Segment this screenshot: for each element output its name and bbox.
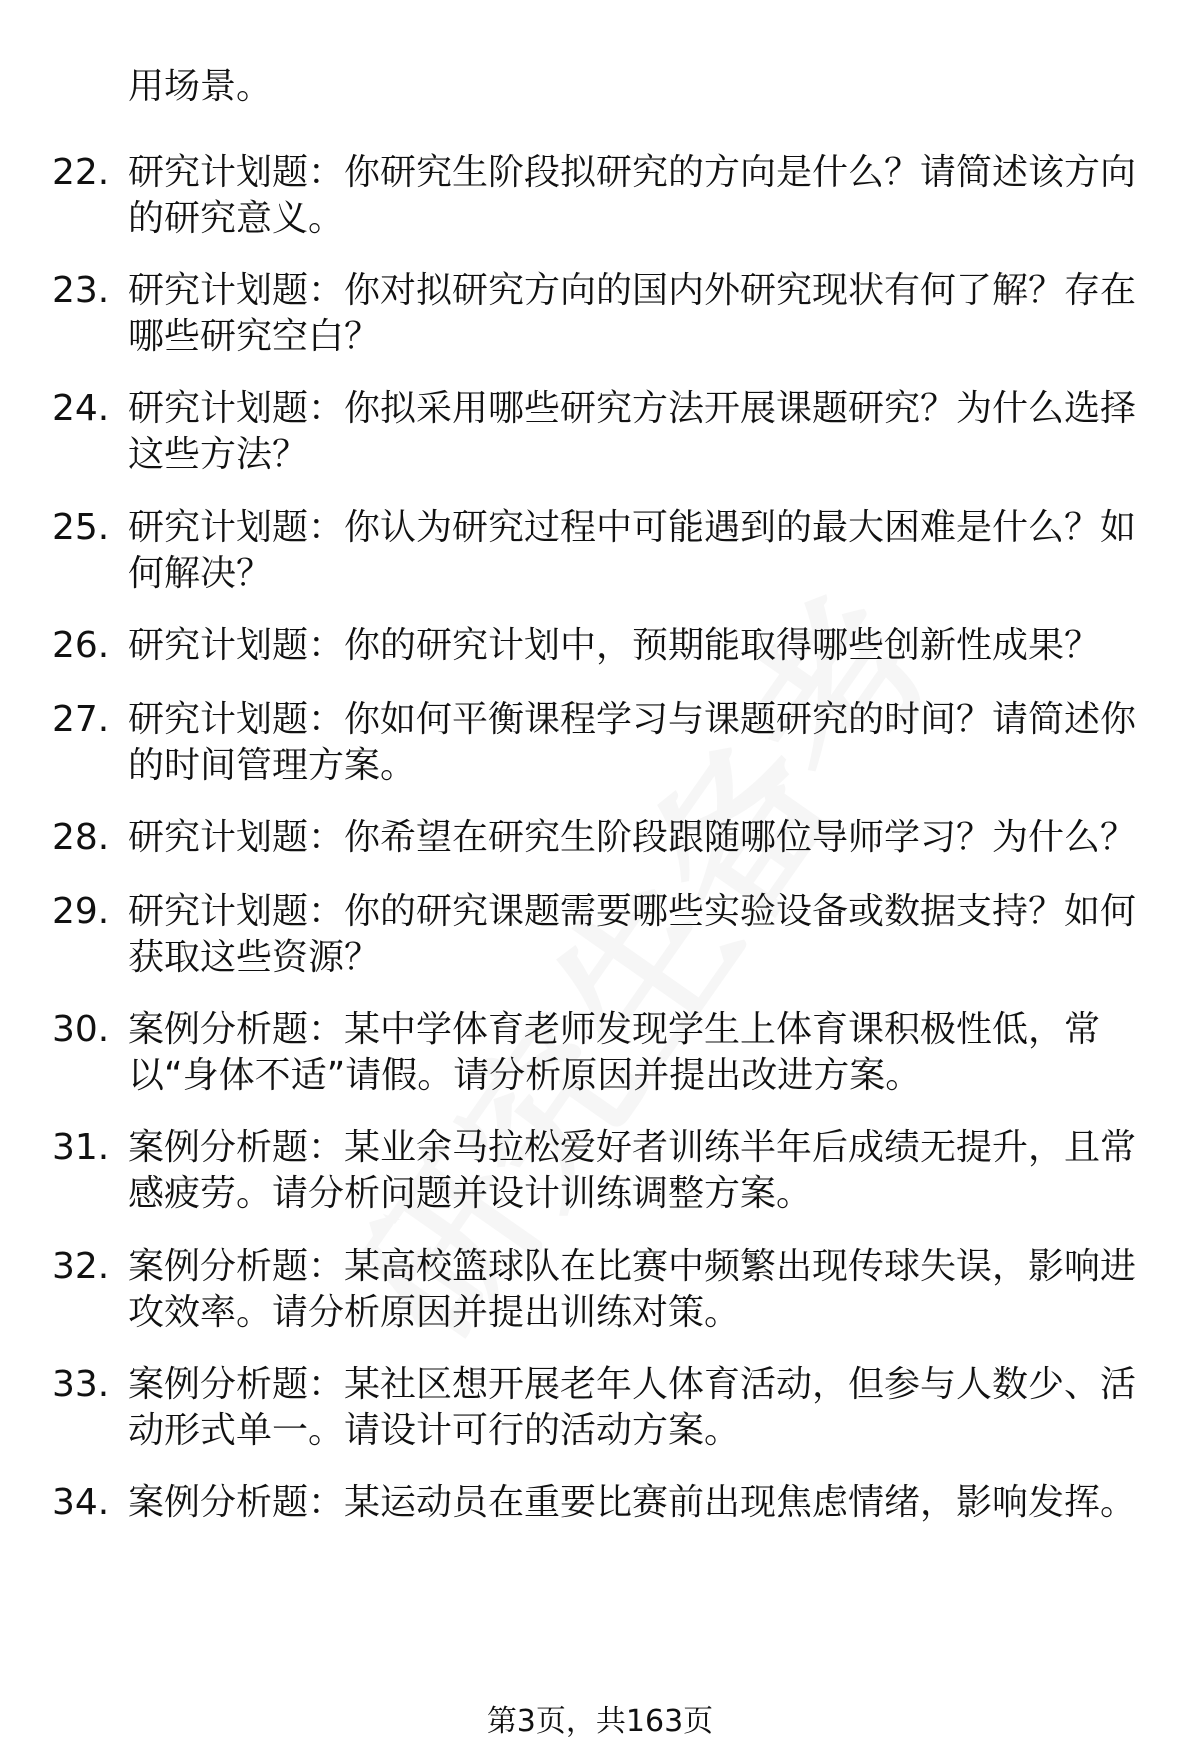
question-text-line: 何解决？ bbox=[128, 553, 273, 594]
question-text-line: 研究计划题：你的研究课题需要哪些实验设备或数据支持？如何 bbox=[128, 891, 1137, 932]
question-text-line: 案例分析题：某业余马拉松爱好者训练半年后成绩无提升，且常 bbox=[128, 1127, 1137, 1168]
question-number: 29. bbox=[52, 891, 110, 932]
question-number: 25. bbox=[52, 507, 110, 548]
question-text-line: 攻效率。请分析原因并提出训练对策。 bbox=[128, 1292, 741, 1333]
question-text-line: 研究计划题：你如何平衡课程学习与课题研究的时间？请简述你 bbox=[128, 699, 1137, 740]
lead-line: 用场景。 bbox=[128, 66, 273, 107]
question-text-line: 研究计划题：你的研究计划中，预期能取得哪些创新性成果？ bbox=[128, 625, 1101, 666]
question-number: 23. bbox=[52, 270, 110, 311]
question-text-line: 案例分析题：某运动员在重要比赛前出现焦虑情绪，影响发挥。 bbox=[128, 1482, 1137, 1523]
question-text-line: 的研究意义。 bbox=[128, 198, 345, 239]
question-text-line: 研究计划题：你希望在研究生阶段跟随哪位导师学习？为什么？ bbox=[128, 817, 1137, 858]
question-number: 27. bbox=[52, 699, 110, 740]
question-text-line: 获取这些资源？ bbox=[128, 937, 381, 978]
question-number: 33. bbox=[52, 1364, 110, 1405]
question-text-line: 感疲劳。请分析问题并设计训练调整方案。 bbox=[128, 1173, 813, 1214]
question-text-line: 研究计划题：你拟采用哪些研究方法开展课题研究？为什么选择 bbox=[128, 388, 1137, 429]
question-text-line: 案例分析题：某中学体育老师发现学生上体育课积极性低，常 bbox=[128, 1009, 1101, 1050]
question-text-line: 动形式单一。请设计可行的活动方案。 bbox=[128, 1410, 741, 1451]
question-number: 30. bbox=[52, 1009, 110, 1050]
question-number: 22. bbox=[52, 152, 110, 193]
question-text-line: 哪些研究空白？ bbox=[128, 316, 381, 357]
question-text-line: 案例分析题：某社区想开展老年人体育活动，但参与人数少、活 bbox=[128, 1364, 1137, 1405]
question-number: 31. bbox=[52, 1127, 110, 1168]
question-text-line: 研究计划题：你对拟研究方向的国内外研究现状有何了解？存在 bbox=[128, 270, 1137, 311]
question-number: 32. bbox=[52, 1246, 110, 1287]
question-text-line: 这些方法？ bbox=[128, 434, 309, 475]
page-footer: 第3页，共163页 bbox=[486, 1704, 714, 1739]
question-text-line: 以“身体不适”请假。请分析原因并提出改进方案。 bbox=[128, 1055, 922, 1096]
question-text-line: 研究计划题：你认为研究过程中可能遇到的最大困难是什么？如 bbox=[128, 507, 1137, 548]
question-number: 34. bbox=[52, 1482, 110, 1523]
question-text-line: 的时间管理方案。 bbox=[128, 745, 417, 786]
question-number: 24. bbox=[52, 388, 110, 429]
question-text-line: 研究计划题：你研究生阶段拟研究的方向是什么？请简述该方向 bbox=[128, 152, 1137, 193]
question-text-line: 案例分析题：某高校篮球队在比赛中频繁出现传球失误，影响进 bbox=[128, 1246, 1137, 1287]
question-number: 26. bbox=[52, 625, 110, 666]
question-number: 28. bbox=[52, 817, 110, 858]
